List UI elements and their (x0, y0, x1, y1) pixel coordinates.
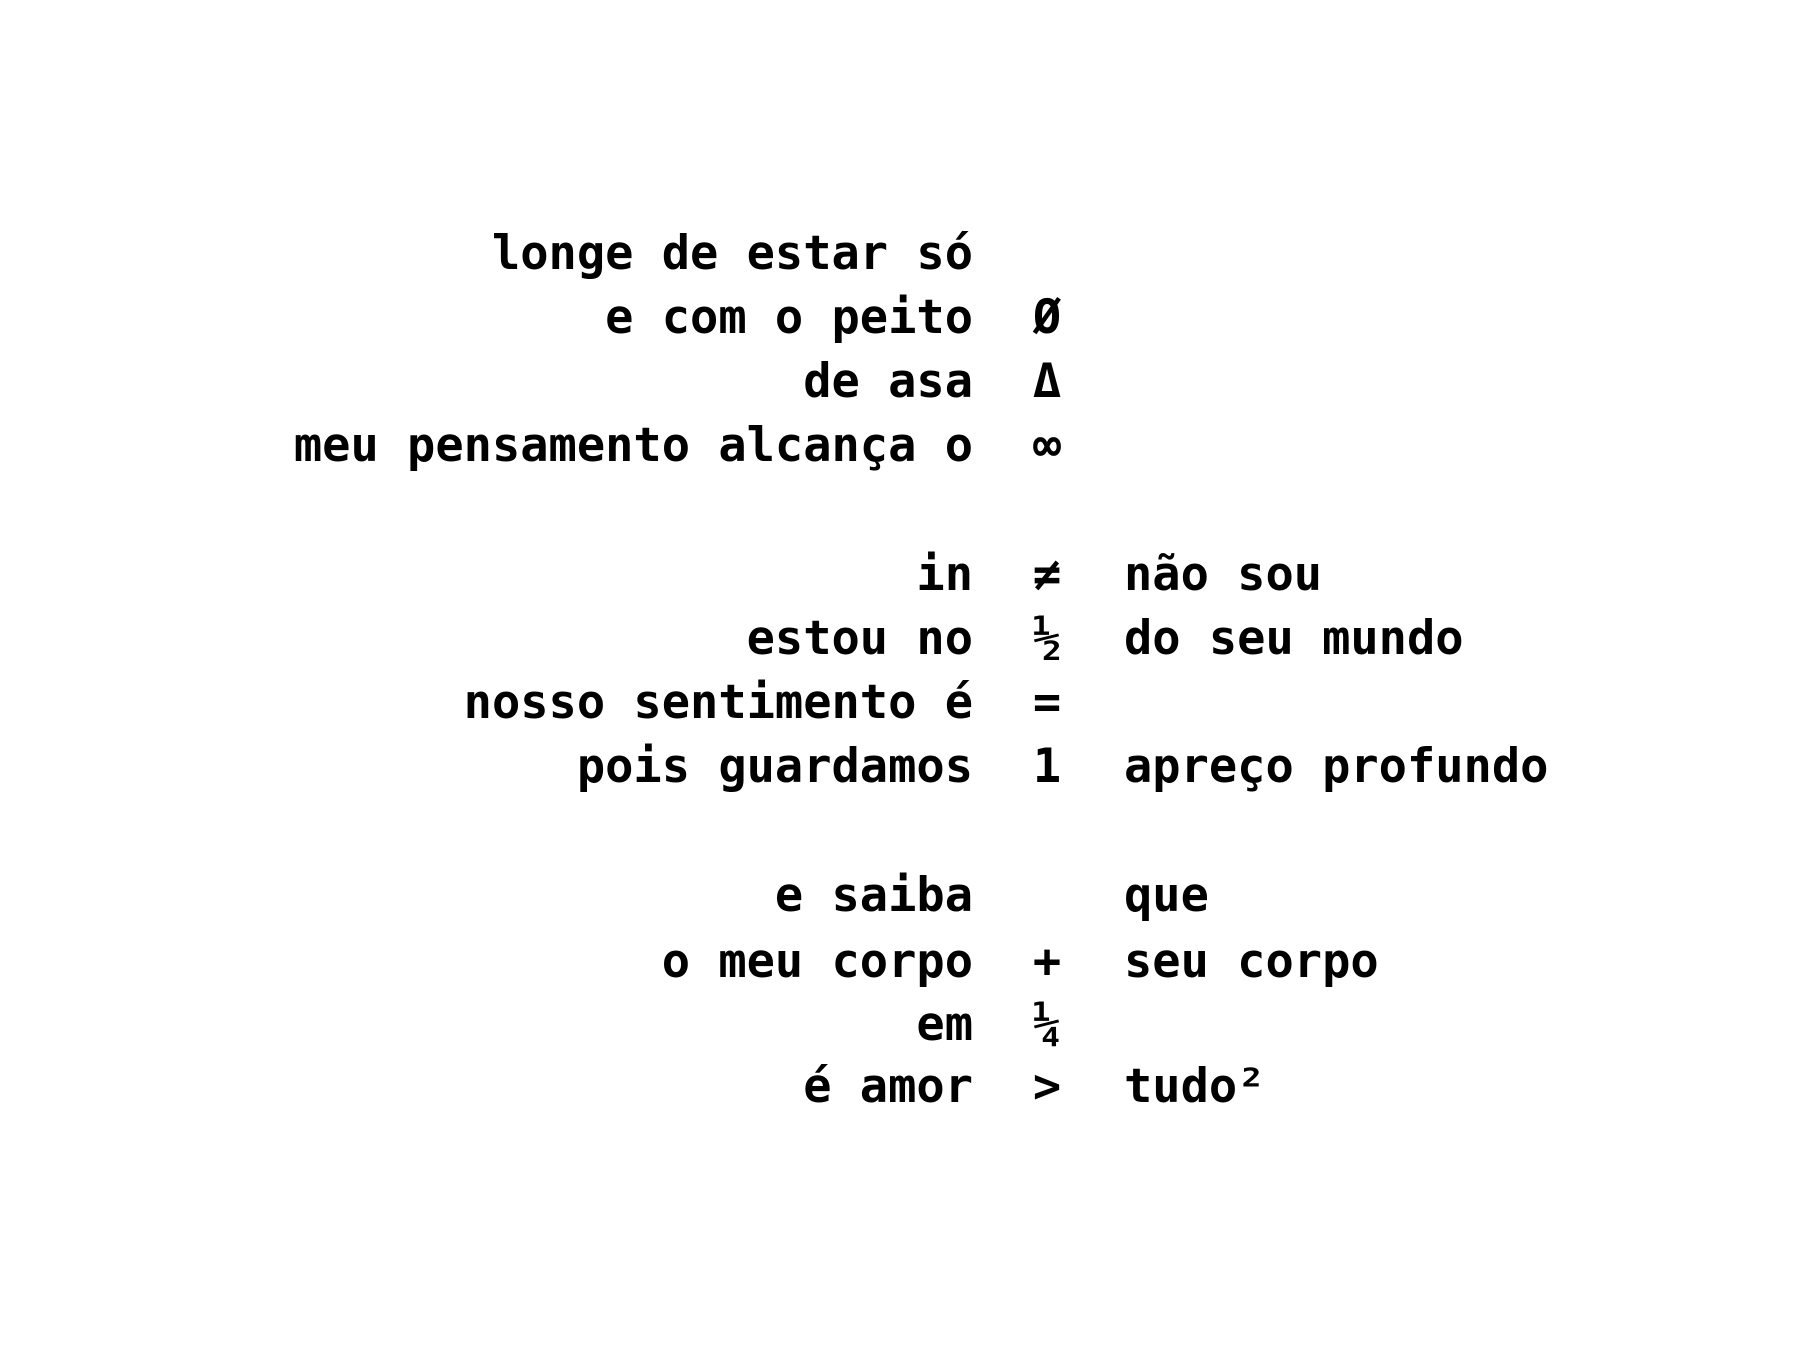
line-symbol: + (1032, 934, 1062, 989)
poem-line (0, 350, 1793, 414)
line-left-text: de asa (803, 354, 973, 409)
line-left-text: e com o peito (605, 290, 973, 345)
line-left-text: é amor (803, 1059, 973, 1114)
line-right-text: seu corpo (1124, 934, 1379, 989)
poem-line (0, 414, 1793, 478)
line-symbol: ¼ (1032, 997, 1062, 1052)
poem-line (0, 543, 1793, 607)
poem-line (0, 222, 1793, 286)
line-right-text: tudo² (1124, 1059, 1266, 1114)
line-left-text: pois guardamos (576, 739, 973, 794)
poem-line (0, 671, 1793, 735)
line-left-text: e saiba (774, 868, 973, 923)
poem-line (0, 735, 1793, 799)
poem-line (0, 864, 1793, 928)
line-symbol: Ø (1032, 290, 1062, 345)
line-right-text: não sou (1124, 547, 1323, 602)
line-symbol: ∞ (1032, 418, 1062, 473)
poem-line (0, 1055, 1793, 1119)
line-symbol: = (1032, 675, 1062, 730)
line-left-text: longe de estar só (491, 226, 973, 281)
poem-line (0, 607, 1793, 671)
line-symbol: > (1032, 1059, 1062, 1114)
line-symbol: ≠ (1032, 547, 1062, 602)
line-right-text: apreço profundo (1124, 739, 1549, 794)
line-right-text: que (1124, 868, 1209, 923)
poem-line (0, 286, 1793, 350)
line-left-text: o meu corpo (661, 934, 973, 989)
line-symbol: 1 (1032, 739, 1062, 794)
poem-line (0, 930, 1793, 994)
line-symbol: Δ (1032, 354, 1062, 409)
line-left-text: nosso sentimento é (463, 675, 973, 730)
line-left-text: estou no (746, 611, 973, 666)
poem-line (0, 993, 1793, 1057)
line-right-text: do seu mundo (1124, 611, 1464, 666)
line-left-text: em (916, 997, 973, 1052)
line-left-text: in (916, 547, 973, 602)
line-symbol: ½ (1032, 611, 1062, 666)
line-left-text: meu pensamento alcança o (293, 418, 973, 473)
